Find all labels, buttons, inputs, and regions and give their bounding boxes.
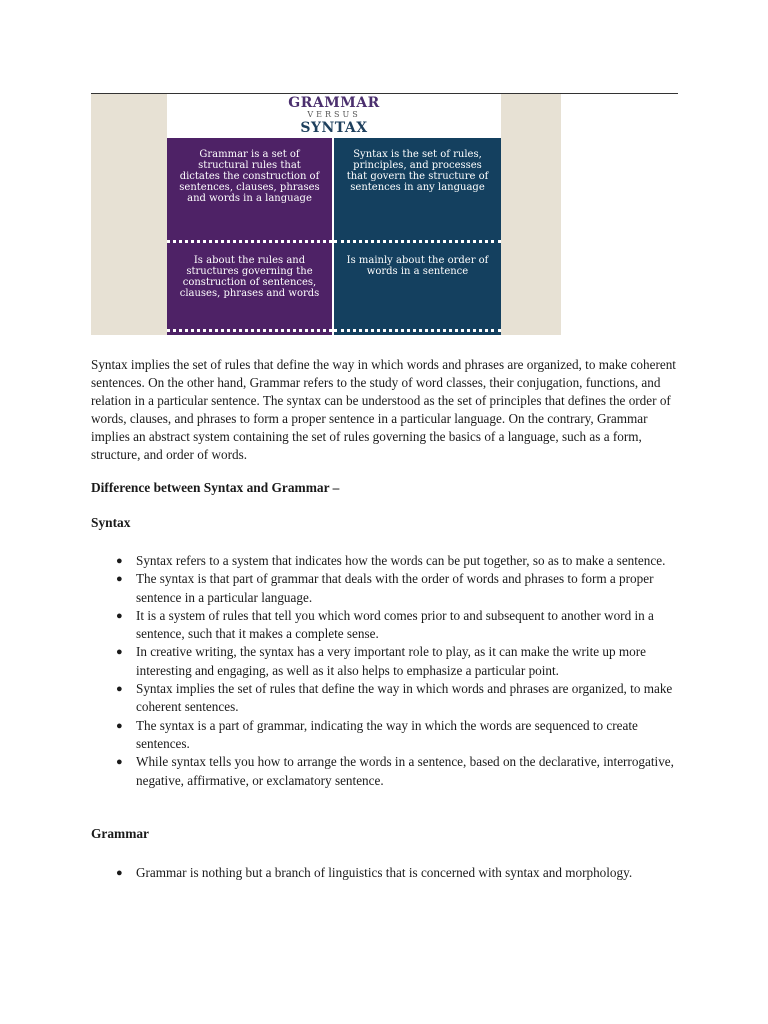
list-item-text: It is a system of rules that tell you which word comes prior to and subsequent to another word in a sentence, such that it makes a complete sense.: [136, 607, 654, 642]
list-item-text: The syntax is that part of grammar that deals with the order of words and phrases to form a proper sentence in a particular language.: [136, 571, 654, 605]
bullet-icon: ●: [116, 683, 123, 696]
list-item-text: In creative writing, the syntax has a very important role to play, as it can make the write up more interesting and engaging, as well as it also helps to emphasize a particular point.: [136, 644, 646, 678]
bullet-icon: ●: [116, 867, 123, 879]
list-item-text: Grammar is nothing but a branch of linguistics that is concerned with syntax and morphology.: [136, 865, 633, 880]
figure-header: [167, 94, 501, 138]
syntax-heading: Syntax: [91, 515, 131, 530]
syntax-bottom-divider: [334, 329, 501, 332]
syntax-list: [91, 552, 681, 790]
bullet-icon: ●: [116, 573, 123, 586]
syntax-focus: Is mainly about the order of words in a sentence: [346, 255, 489, 277]
grammar-list: [91, 864, 681, 882]
figure-content: [167, 94, 501, 335]
list-item: [91, 864, 681, 882]
list-item-text: Syntax implies the set of rules that define the way in which words and phrases are organized, to make coherent sentences.: [136, 681, 673, 715]
figure-title-versus: VERSUS: [307, 110, 361, 119]
list-item: [91, 552, 681, 570]
grammar-bottom-divider: [167, 329, 332, 332]
grammar-definition: Grammar is a set of structural rules that dictates the construction of sentences, clauses, phrases and words in a language: [179, 149, 320, 204]
list-item: [91, 607, 681, 644]
bullet-icon: ●: [116, 555, 123, 567]
bullet-icon: ●: [116, 756, 123, 769]
grammar-vs-syntax-figure: [91, 94, 561, 335]
figure-title-syntax: SYNTAX: [300, 120, 368, 136]
intro-paragraph: Syntax implies the set of rules that define the way in which words and phrases are organized, to make coherent sentences. On the other hand, Grammar refers to the study of word classes, their conjugation, functions, and relation in a particular sentence. The syntax can be understood as the set of principles that defines the order of words, clauses, and phrases to form a proper sentence in a particular language. On the contrary, Grammar implies an abstract system containing the set of rules governing the basics of a language, such as a form, structure, and order of words.: [91, 357, 676, 462]
difference-heading: Difference between Syntax and Grammar –: [91, 480, 340, 495]
grammar-column: [167, 138, 332, 335]
list-item: [91, 717, 681, 754]
list-item-text: Syntax refers to a system that indicates how the words can be put together, so as to make a sentence.: [136, 553, 666, 568]
bullet-icon: ●: [116, 719, 123, 732]
figure-title-grammar: GRAMMAR: [288, 95, 380, 111]
syntax-divider: [334, 240, 501, 243]
grammar-focus: Is about the rules and structures governing the construction of sentences, clauses, phrases and words: [179, 255, 320, 299]
list-item: [91, 570, 681, 607]
list-item: [91, 680, 681, 717]
list-item-text: The syntax is a part of grammar, indicating the way in which the words are sequenced to create sentences.: [136, 717, 638, 751]
list-item-text: While syntax tells you how to arrange the words in a sentence, based on the declarative, interrogative, negative, affirmative, or exclamatory sentence.: [136, 754, 674, 788]
bullet-icon: ●: [116, 609, 123, 622]
list-item: [91, 643, 681, 680]
syntax-column: [334, 138, 501, 335]
grammar-divider: [167, 240, 332, 243]
grammar-heading: Grammar: [91, 826, 150, 841]
syntax-definition: Syntax is the set of rules, principles, and processes that govern the structure of sentences in any language: [346, 149, 489, 193]
bullet-icon: ●: [116, 646, 123, 659]
list-item: [91, 753, 681, 790]
